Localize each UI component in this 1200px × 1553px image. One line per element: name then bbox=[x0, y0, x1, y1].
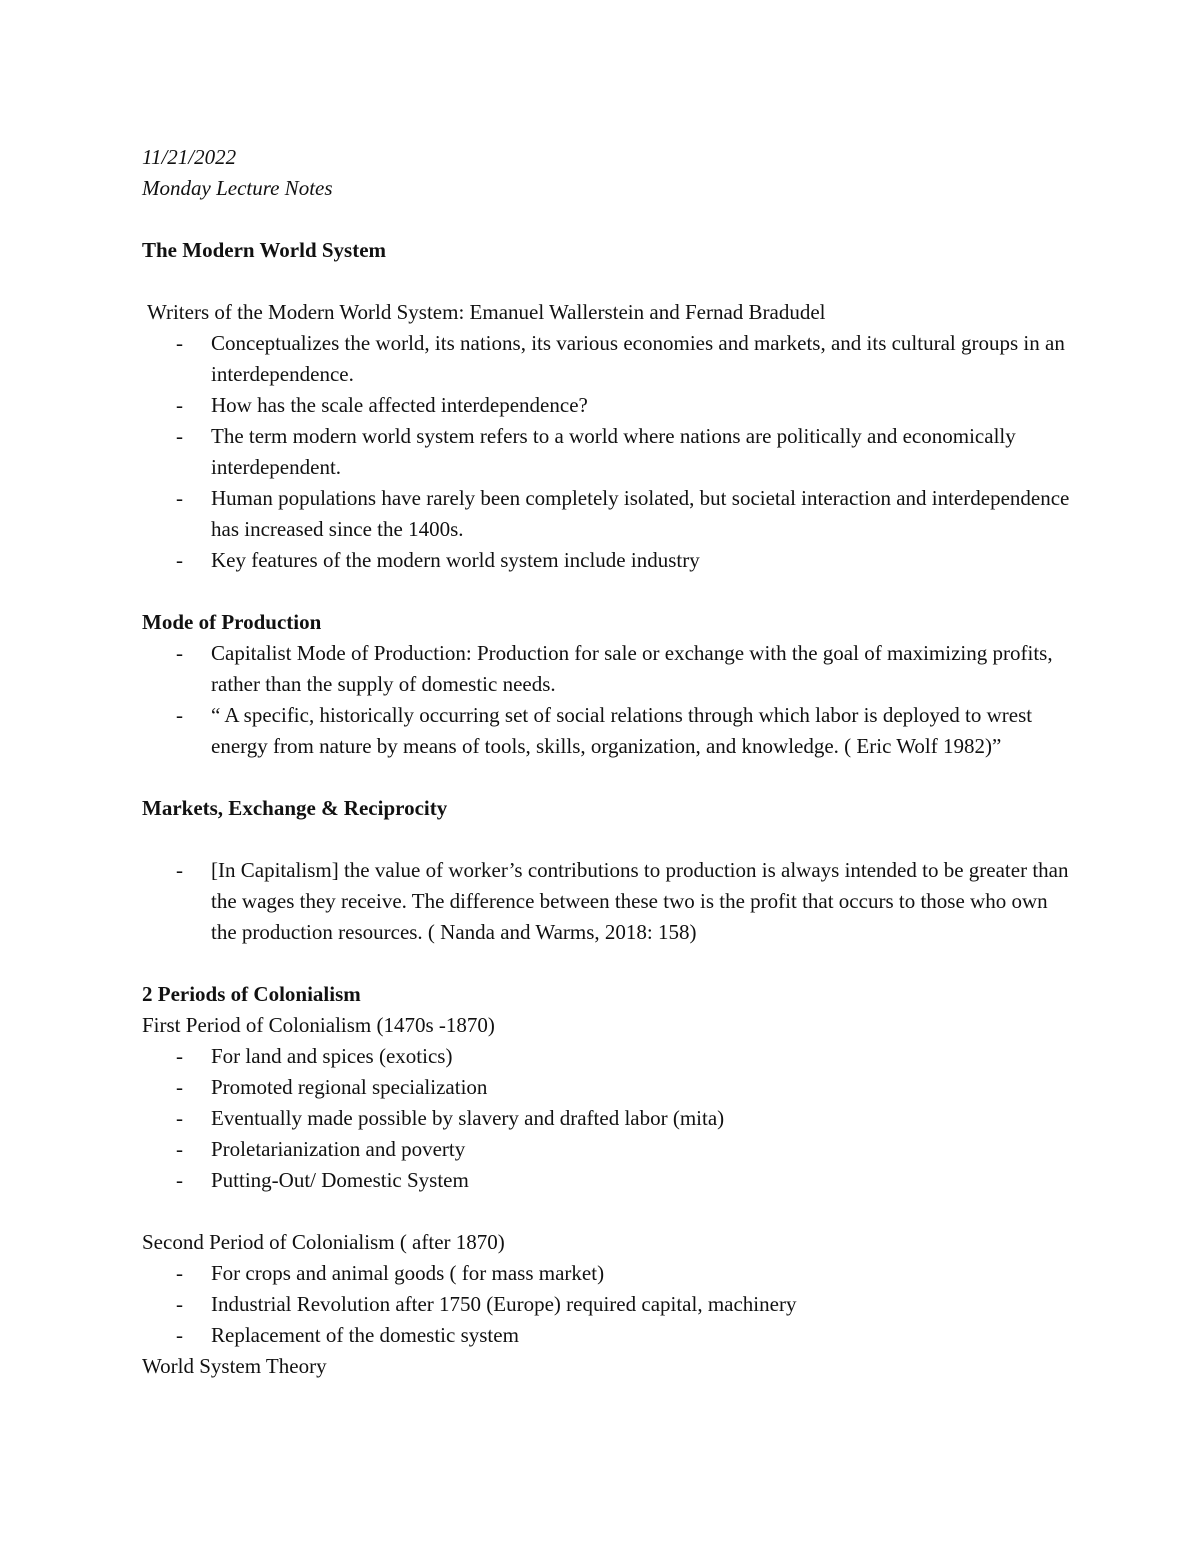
dash-bullet: - bbox=[176, 424, 183, 448]
second-period-title: Second Period of Colonialism ( after 1870) bbox=[142, 1230, 505, 1254]
list-item-text: Key features of the modern world system include industry bbox=[211, 548, 700, 572]
dash-bullet: - bbox=[176, 1323, 183, 1347]
mode-of-production-list bbox=[142, 638, 1072, 762]
dash-bullet: - bbox=[176, 1137, 183, 1161]
first-period-title: First Period of Colonialism (1470s -1870) bbox=[142, 1013, 495, 1037]
list-item-text: For land and spices (exotics) bbox=[211, 1044, 453, 1068]
list-item-text: Human populations have rarely been completely isolated, but societal interaction and interdependence has increased since the 1400s. bbox=[211, 486, 1070, 541]
dash-bullet: - bbox=[176, 486, 183, 510]
list-item bbox=[142, 1258, 1072, 1289]
list-item bbox=[142, 421, 1072, 483]
list-item bbox=[142, 328, 1072, 390]
list-item bbox=[142, 1041, 1072, 1072]
list-item-text: “ A specific, historically occurring set of social relations through which labor is deployed to wrest energy from nature by means of tools, skills, organization, and knowledge. ( Eric Wolf 1982)” bbox=[211, 703, 1033, 758]
modern-world-system-list bbox=[142, 328, 1072, 576]
list-item bbox=[142, 638, 1072, 700]
dash-bullet: - bbox=[176, 1261, 183, 1285]
dash-bullet: - bbox=[176, 548, 183, 572]
dash-bullet: - bbox=[176, 1044, 183, 1068]
heading-modern-world-system: The Modern World System bbox=[142, 238, 387, 262]
second-period-list bbox=[142, 1258, 1072, 1351]
list-item bbox=[142, 1103, 1072, 1134]
dash-bullet: - bbox=[176, 1075, 183, 1099]
list-item-text: [In Capitalism] the value of worker’s contributions to production is always intended to be greater than the wages they receive. The difference between these two is the profit that occurs to those who own the production resources. ( Nanda and Warms, 2018: 158) bbox=[211, 858, 1069, 944]
dash-bullet: - bbox=[176, 331, 183, 355]
list-item-text: Proletarianization and poverty bbox=[211, 1137, 466, 1161]
dash-bullet: - bbox=[176, 1168, 183, 1192]
list-item-text: How has the scale affected interdependence? bbox=[211, 393, 588, 417]
list-item-text: Eventually made possible by slavery and drafted labor (mita) bbox=[211, 1106, 725, 1130]
list-item-text: Replacement of the domestic system bbox=[211, 1323, 519, 1347]
modern-world-system-intro: Writers of the Modern World System: Emanuel Wallerstein and Fernad Bradudel bbox=[147, 300, 826, 324]
heading-colonialism: 2 Periods of Colonialism bbox=[142, 982, 361, 1006]
list-item-text: Industrial Revolution after 1750 (Europe) required capital, machinery bbox=[211, 1292, 797, 1316]
list-item-text: Conceptualizes the world, its nations, its various economies and markets, and its cultural groups in an interdependence. bbox=[211, 331, 1065, 386]
list-item bbox=[142, 1320, 1072, 1351]
list-item bbox=[142, 1289, 1072, 1320]
dash-bullet: - bbox=[176, 393, 183, 417]
list-item-text: Promoted regional specialization bbox=[211, 1075, 488, 1099]
list-item-text: Capitalist Mode of Production: Production for sale or exchange with the goal of maximizing profits, rather than the supply of domestic needs. bbox=[211, 641, 1053, 696]
list-item-text: The term modern world system refers to a world where nations are politically and economically interdependent. bbox=[211, 424, 1016, 479]
list-item bbox=[142, 1072, 1072, 1103]
dash-bullet: - bbox=[176, 1106, 183, 1130]
list-item bbox=[142, 700, 1072, 762]
world-system-theory-line: World System Theory bbox=[142, 1354, 327, 1378]
document-page bbox=[142, 142, 1072, 1382]
list-item bbox=[142, 855, 1072, 948]
first-period-list bbox=[142, 1041, 1072, 1196]
list-item bbox=[142, 390, 1072, 421]
dash-bullet: - bbox=[176, 703, 183, 727]
list-item-text: For crops and animal goods ( for mass market) bbox=[211, 1261, 605, 1285]
list-item bbox=[142, 483, 1072, 545]
heading-mode-of-production: Mode of Production bbox=[142, 610, 322, 634]
dash-bullet: - bbox=[176, 641, 183, 665]
list-item bbox=[142, 1134, 1072, 1165]
document-subtitle: Monday Lecture Notes bbox=[142, 176, 333, 200]
heading-markets-exchange: Markets, Exchange & Reciprocity bbox=[142, 796, 448, 820]
document-date: 11/21/2022 bbox=[142, 145, 237, 169]
dash-bullet: - bbox=[176, 858, 183, 882]
list-item-text: Putting-Out/ Domestic System bbox=[211, 1168, 469, 1192]
list-item bbox=[142, 1165, 1072, 1196]
list-item bbox=[142, 545, 1072, 576]
dash-bullet: - bbox=[176, 1292, 183, 1316]
markets-list bbox=[142, 855, 1072, 948]
